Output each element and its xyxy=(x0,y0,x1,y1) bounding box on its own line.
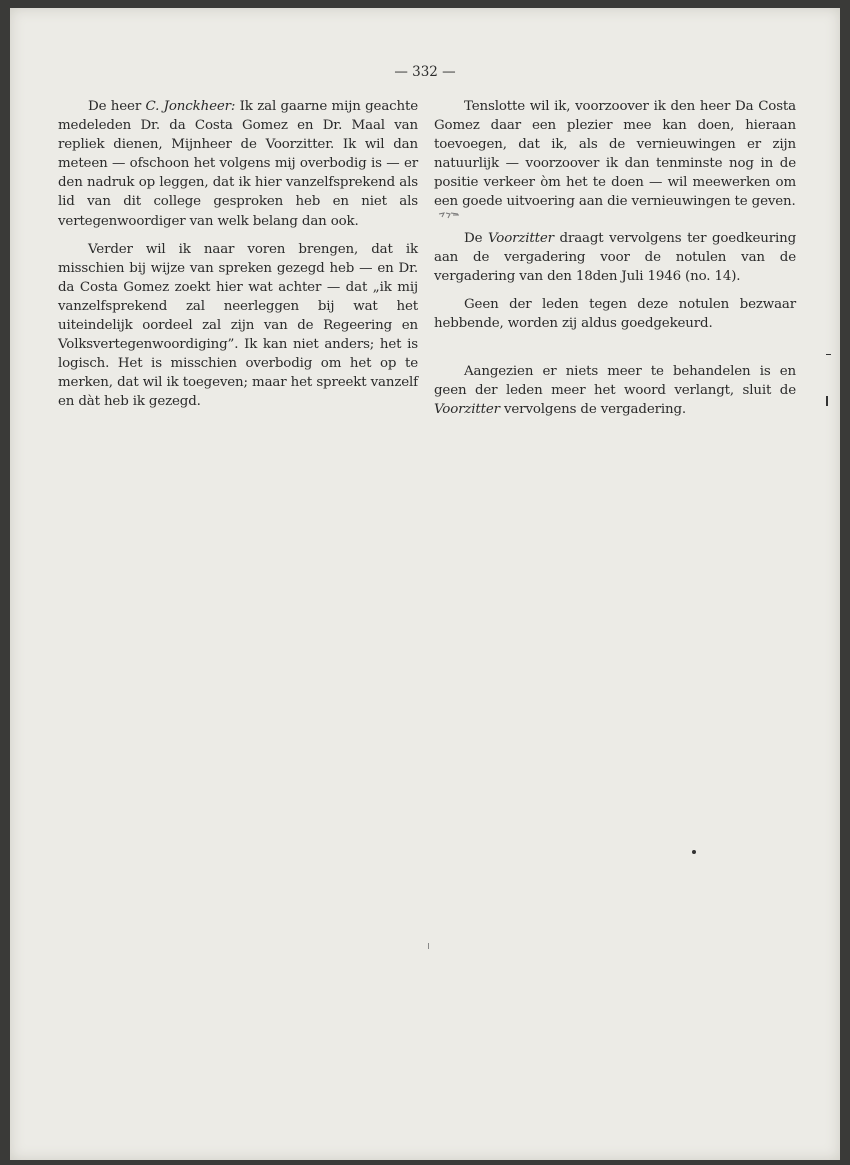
paragraph-jonckheer-reply xyxy=(58,97,418,231)
paper-speck xyxy=(826,354,831,355)
paragraph-gap xyxy=(58,231,418,240)
paragraph-text: Aangezien er niets meer te behandelen is en geen der leden meer het woord verlangt, sluit de xyxy=(434,364,796,399)
chair-role: Voorzitter xyxy=(434,402,500,418)
page-number: — 332 — xyxy=(394,64,456,80)
paragraph-gap xyxy=(434,286,796,295)
ink-smudge-mark xyxy=(438,212,460,220)
paper-speck xyxy=(428,943,429,949)
paper-speck xyxy=(692,850,696,854)
paragraph-text: draagt vervolgens ter goedkeuring aan de vergadering voor de notulen van de vergadering van den 18den Juli 1946 (no. 14). xyxy=(434,230,796,284)
paragraph-further-remarks: Verder wil ik naar voren brengen, dat ik misschien bij wijze van spreken gezegd heb — en Dr. da Costa Gomez zoekt hier wat achter — dat „ik mij vanzelfsprekend zal neerleggen bij wat het uiteindelijk oordeel zal zijn van de Regeering en Volksvertegenwoordiging”. Ik kan niet anders; het is logisch. Het is misschien overbodig om het op te merken, dat wil ik toegeven; maar het spreekt vanzelf en dàt heb ik gezegd. xyxy=(58,241,418,410)
paragraph-prefix: De xyxy=(464,230,488,246)
paper-speck xyxy=(826,396,828,406)
document-page xyxy=(10,8,840,1160)
paragraph-meeting-closed xyxy=(434,362,796,419)
paragraph-suffix: vervolgens de vergadering. xyxy=(499,402,686,418)
paragraph-closing-remarks: Tenslotte wil ik, voorzoover ik den heer Da Costa Gomez daar een plezier mee kan doen, hieraan toevoegen, dat ik, als de vernieuwingen er zijn natuurlijk — voorzoover ik dan tenminste nog in de positie verkeer òm het te doen — wil meewerken om een goede uitvoering aan die vernieuwingen te geven. xyxy=(434,99,796,210)
paragraph-minutes-approved: Geen der leden tegen deze notulen bezwaar hebbende, worden zij aldus goedgekeurd. xyxy=(434,296,796,331)
left-column xyxy=(58,97,418,412)
speaker-prefix: De heer xyxy=(88,99,146,114)
speaker-name: C. Jonckheer: xyxy=(145,99,236,114)
chair-role: Voorzitter xyxy=(488,230,554,246)
right-column xyxy=(434,97,796,419)
paragraph-text: Ik zal gaarne mijn geachte medeleden Dr. da Costa Gomez en Dr. Maal van repliek dienen, Mijnheer de Voorzitter. Ik wil dan meteen — ofschoon het volgens mij overbodig is — er den nadruk op leggen, dat ik hier vanzelfsprekend als lid van dit college gesproken heb en niet als vertegenwoordiger van welk belang dan ook. xyxy=(58,99,418,229)
paragraph-gap xyxy=(434,333,796,362)
paragraph-gap xyxy=(434,212,796,229)
paragraph-minutes-approval-request xyxy=(434,229,796,286)
